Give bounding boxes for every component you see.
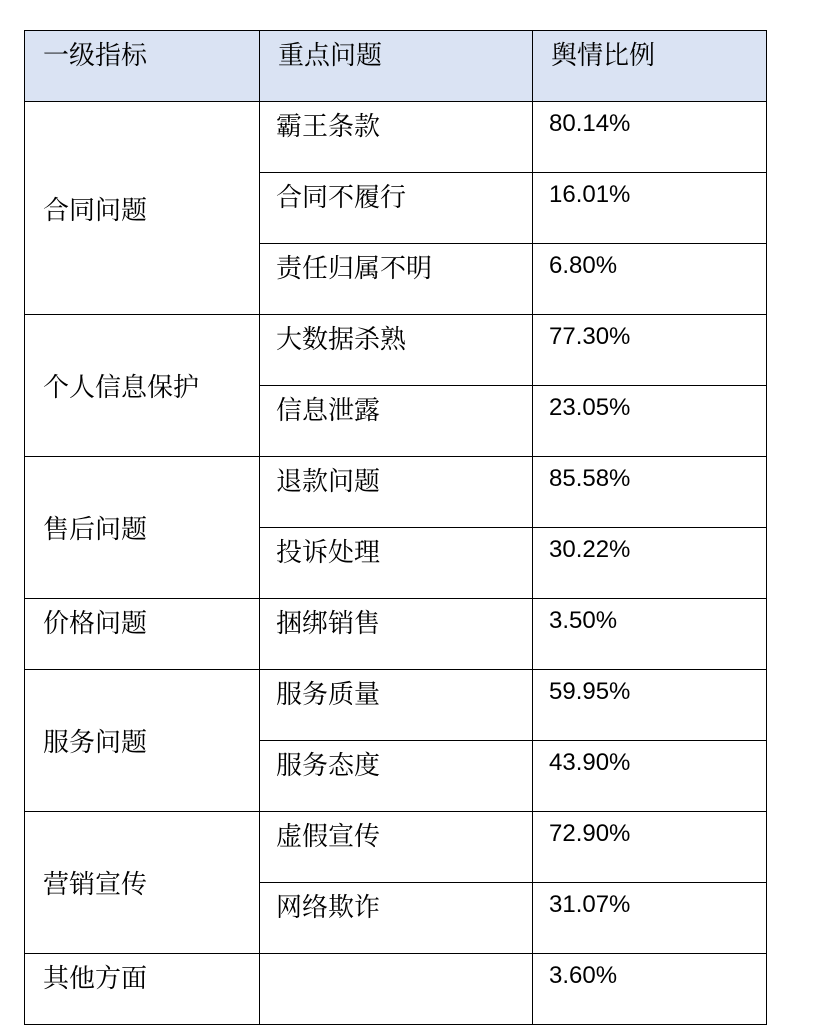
category-cell: 合同问题 (25, 102, 260, 315)
ratio-cell: 6.80% (533, 244, 767, 315)
issue-ratio-table (24, 30, 767, 1025)
table-header (25, 31, 767, 102)
header-sentiment-ratio: 舆情比例 (533, 31, 767, 102)
table-row (25, 670, 767, 741)
issue-cell: 网络欺诈 (260, 883, 533, 954)
table-row (25, 315, 767, 386)
issue-cell: 大数据杀熟 (260, 315, 533, 386)
ratio-cell: 85.58% (533, 457, 767, 528)
ratio-cell: 43.90% (533, 741, 767, 812)
table-row (25, 812, 767, 883)
table-row (25, 102, 767, 173)
ratio-cell: 59.95% (533, 670, 767, 741)
table-row (25, 954, 767, 1025)
issue-cell: 服务态度 (260, 741, 533, 812)
category-cell: 服务问题 (25, 670, 260, 812)
category-cell: 个人信息保护 (25, 315, 260, 457)
issue-cell: 责任归属不明 (260, 244, 533, 315)
issue-cell: 服务质量 (260, 670, 533, 741)
ratio-cell: 16.01% (533, 173, 767, 244)
issue-cell: 合同不履行 (260, 173, 533, 244)
ratio-cell: 72.90% (533, 812, 767, 883)
issue-cell: 霸王条款 (260, 102, 533, 173)
header-primary-indicator: 一级指标 (25, 31, 260, 102)
issue-cell (260, 954, 533, 1025)
table-row (25, 599, 767, 670)
ratio-cell: 23.05% (533, 386, 767, 457)
issue-cell: 退款问题 (260, 457, 533, 528)
table-row (25, 457, 767, 528)
ratio-cell: 77.30% (533, 315, 767, 386)
header-row (25, 31, 767, 102)
ratio-cell: 3.60% (533, 954, 767, 1025)
ratio-cell: 80.14% (533, 102, 767, 173)
ratio-cell: 31.07% (533, 883, 767, 954)
category-cell: 营销宣传 (25, 812, 260, 954)
issue-cell: 捆绑销售 (260, 599, 533, 670)
ratio-cell: 3.50% (533, 599, 767, 670)
category-cell: 价格问题 (25, 599, 260, 670)
issue-cell: 虚假宣传 (260, 812, 533, 883)
issue-cell: 投诉处理 (260, 528, 533, 599)
ratio-cell: 30.22% (533, 528, 767, 599)
issue-cell: 信息泄露 (260, 386, 533, 457)
category-cell: 售后问题 (25, 457, 260, 599)
category-cell: 其他方面 (25, 954, 260, 1025)
table-body (25, 102, 767, 1025)
header-key-issue: 重点问题 (260, 31, 533, 102)
